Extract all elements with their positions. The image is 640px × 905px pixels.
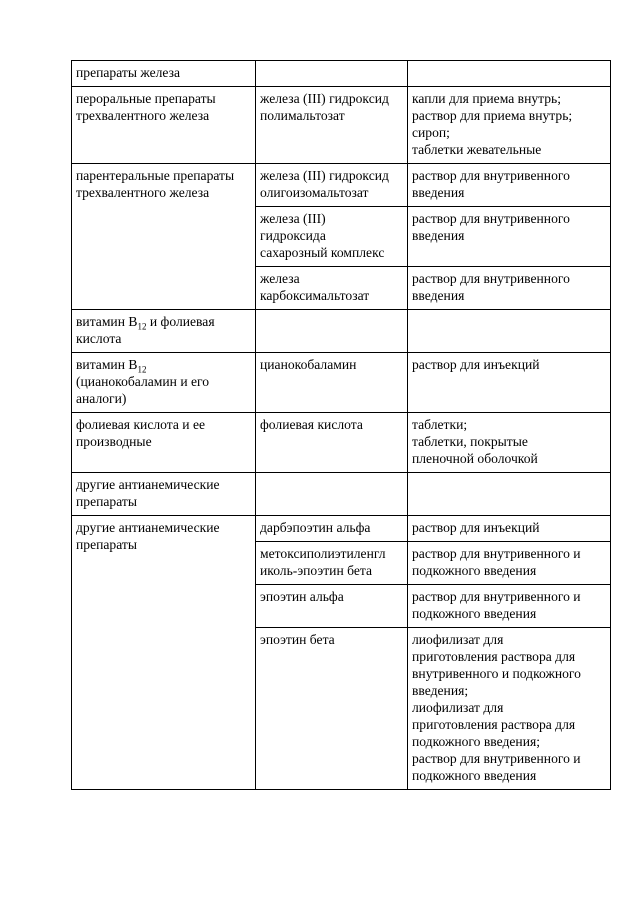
cell-line: подкожного введения; xyxy=(412,734,541,749)
cell-line: раствор для инъекций xyxy=(412,520,540,535)
group-cell xyxy=(72,164,256,310)
cell-line: карбоксимальтозат xyxy=(260,288,370,303)
cell-line: сироп; xyxy=(412,125,450,140)
form-cell xyxy=(408,310,611,353)
cell-line: введения xyxy=(412,185,465,200)
cell-line: фолиевая кислота xyxy=(260,417,363,432)
cell-line: гидроксида xyxy=(260,228,326,243)
form-cell xyxy=(408,473,611,516)
cell-line: раствор для внутривенного и xyxy=(412,589,581,604)
form-cell xyxy=(408,516,611,542)
cell-line: капли для приема внутрь; xyxy=(412,91,562,106)
cell-line: препараты железа xyxy=(76,65,180,80)
cell-line: дарбэпоэтин альфа xyxy=(260,520,371,535)
cell-line: метоксиполиэтиленгл xyxy=(260,546,386,561)
cell-line: (цианокобаламин и его xyxy=(76,374,210,389)
cell-line: таблетки жевательные xyxy=(412,142,542,157)
cell-line: раствор для внутривенного xyxy=(412,271,570,286)
subscript: 12 xyxy=(137,364,147,375)
group-cell xyxy=(72,310,256,353)
cell-line: кислота xyxy=(76,331,122,346)
cell-line: производные xyxy=(76,434,152,449)
subscript: 12 xyxy=(137,321,147,332)
group-cell xyxy=(72,473,256,516)
drug-cell xyxy=(256,353,408,413)
cell-line: подкожного введения xyxy=(412,606,537,621)
cell-line: лиофилизат для xyxy=(412,700,504,715)
cell-line: железа (III) гидроксид xyxy=(260,91,389,106)
table-row xyxy=(72,413,611,473)
cell-line: раствор для инъекций xyxy=(412,357,540,372)
cell-line: введения xyxy=(412,288,465,303)
cell-line: подкожного введения xyxy=(412,768,537,783)
cell-line: трехвалентного железа xyxy=(76,185,210,200)
cell-line: подкожного введения xyxy=(412,563,537,578)
cell-line: раствор для внутривенного и xyxy=(412,751,581,766)
drug-cell xyxy=(256,61,408,87)
cell-text: витамин B xyxy=(76,314,138,329)
form-cell xyxy=(408,413,611,473)
cell-line xyxy=(76,313,251,330)
group-cell xyxy=(72,87,256,164)
cell-line: олигоизомальтозат xyxy=(260,185,369,200)
cell-line: иколь-эпоэтин бета xyxy=(260,563,373,578)
cell-line: железа (III) гидроксид xyxy=(260,168,389,183)
drug-cell xyxy=(256,516,408,542)
table-row xyxy=(72,353,611,413)
cell-line: лиофилизат для xyxy=(412,632,504,647)
drug-cell xyxy=(256,87,408,164)
cell-line: таблетки, покрытые xyxy=(412,434,528,449)
drug-table xyxy=(71,60,611,790)
cell-text: и фолиевая xyxy=(146,314,215,329)
cell-line xyxy=(76,356,251,373)
cell-line: введения xyxy=(412,228,465,243)
drug-cell xyxy=(256,473,408,516)
cell-line: пероральные препараты xyxy=(76,91,216,106)
form-cell xyxy=(408,628,611,790)
form-cell xyxy=(408,542,611,585)
drug-cell xyxy=(256,267,408,310)
cell-line: цианокобаламин xyxy=(260,357,357,372)
cell-line: полимальтозат xyxy=(260,108,345,123)
cell-line: раствор для внутривенного и xyxy=(412,546,581,561)
form-cell xyxy=(408,585,611,628)
cell-line: железа xyxy=(260,271,300,286)
cell-line: внутривенного и подкожного xyxy=(412,666,581,681)
cell-line: другие антианемические xyxy=(76,520,220,535)
cell-line: эпоэтин бета xyxy=(260,632,335,647)
group-cell xyxy=(72,61,256,87)
group-cell xyxy=(72,516,256,790)
table-row xyxy=(72,473,611,516)
form-cell xyxy=(408,61,611,87)
drug-cell xyxy=(256,413,408,473)
drug-cell xyxy=(256,628,408,790)
table-row xyxy=(72,310,611,353)
table-row xyxy=(72,164,611,207)
cell-line: препараты xyxy=(76,494,137,509)
form-cell xyxy=(408,353,611,413)
table-row xyxy=(72,61,611,87)
cell-line: раствор для внутривенного xyxy=(412,211,570,226)
form-cell xyxy=(408,207,611,267)
form-cell xyxy=(408,87,611,164)
cell-line: парентеральные препараты xyxy=(76,168,235,183)
cell-line: раствор для приема внутрь; xyxy=(412,108,573,123)
cell-line: сахарозный комплекс xyxy=(260,245,385,260)
drug-cell xyxy=(256,164,408,207)
drug-cell xyxy=(256,207,408,267)
table-row xyxy=(72,87,611,164)
drug-cell xyxy=(256,585,408,628)
cell-line: приготовления раствора для xyxy=(412,717,576,732)
cell-line: трехвалентного железа xyxy=(76,108,210,123)
group-cell xyxy=(72,353,256,413)
cell-line: другие антианемические xyxy=(76,477,220,492)
group-cell xyxy=(72,413,256,473)
cell-line: пленочной оболочкой xyxy=(412,451,538,466)
cell-line: эпоэтин альфа xyxy=(260,589,344,604)
cell-line: фолиевая кислота и ее xyxy=(76,417,206,432)
cell-line: приготовления раствора для xyxy=(412,649,576,664)
form-cell xyxy=(408,164,611,207)
cell-line: раствор для внутривенного xyxy=(412,168,570,183)
drug-cell xyxy=(256,310,408,353)
cell-line: железа (III) xyxy=(260,211,326,226)
drug-cell xyxy=(256,542,408,585)
cell-line: таблетки; xyxy=(412,417,468,432)
cell-line: аналоги) xyxy=(76,391,127,406)
cell-text: витамин B xyxy=(76,357,138,372)
cell-line: препараты xyxy=(76,537,137,552)
cell-line: введения; xyxy=(412,683,469,698)
form-cell xyxy=(408,267,611,310)
table-body xyxy=(72,61,611,790)
table-row xyxy=(72,516,611,542)
